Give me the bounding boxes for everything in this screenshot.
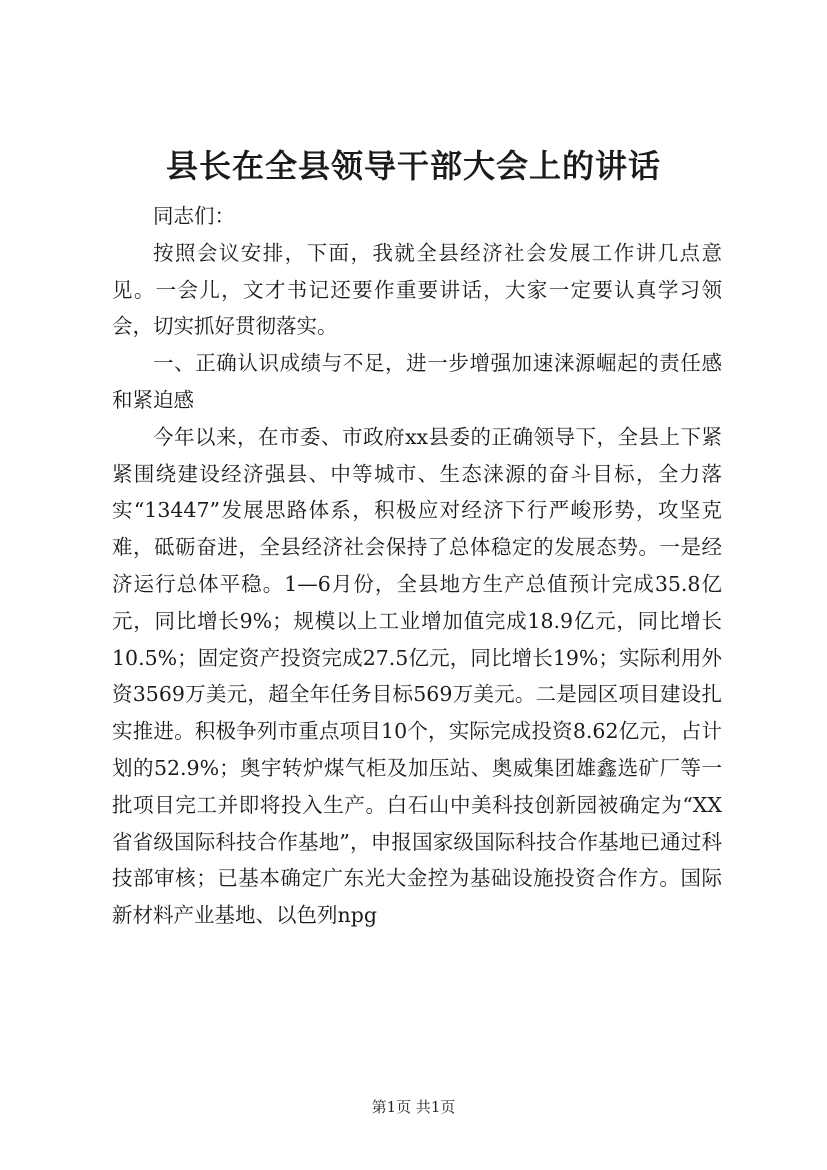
document-title: 县长在全县领导干部大会上的讲话 <box>165 147 661 185</box>
page-footer: 第1页 共1页 <box>371 1098 456 1116</box>
salutation-paragraph: 同志们： <box>153 204 235 228</box>
intro-paragraph: 按照会议安排，下面，我就全县经济社会发展工作讲几点意见。一会儿，文才书记还要作重要讲话，大家一定要认真学习领会，切实抓好贯彻落实。 <box>112 240 722 339</box>
document-body <box>112 198 722 934</box>
section-heading: 一、正确认识成绩与不足，进一步增强加速涞源崛起的责任感和紧迫感 <box>112 351 722 412</box>
body-paragraph: 今年以来，在市委、市政府xx县委的正确领导下，全县上下紧紧围绕建设经济强县、中等城市、生态涞源的奋斗目标，全力落实“13447”发展思路体系，积极应对经济下行严峻形势，攻坚克难，砥砺奋进，全县经济社会保持了总体稳定的发展态势。一是经济运行总体平稳。1—6月份，全县地方生产总值预计完成35.8亿元，同比增长9%；规模以上工业增加值完成18.9亿元，同比增长10.5%；固定资产投资完成27.5亿元，同比增长19%；实际利用外资3569万美元，超全年任务目标569万美元。二是园区项目建设扎实推进。积极争列市重点项目10个，实际完成投资8.62亿元，占计划的52.9%；奥宇转炉煤气柜及加压站、奥威集团雄鑫选矿厂等一批项目完工并即将投入生产。白石山中美科技创新园被确定为“XX省省级国际科技合作基地”，申报国家级国际科技合作基地已通过科技部审核；已基本确定广东光大金控为基础设施投资合作方。国际新材料产业基地、以色列npg <box>112 424 722 928</box>
